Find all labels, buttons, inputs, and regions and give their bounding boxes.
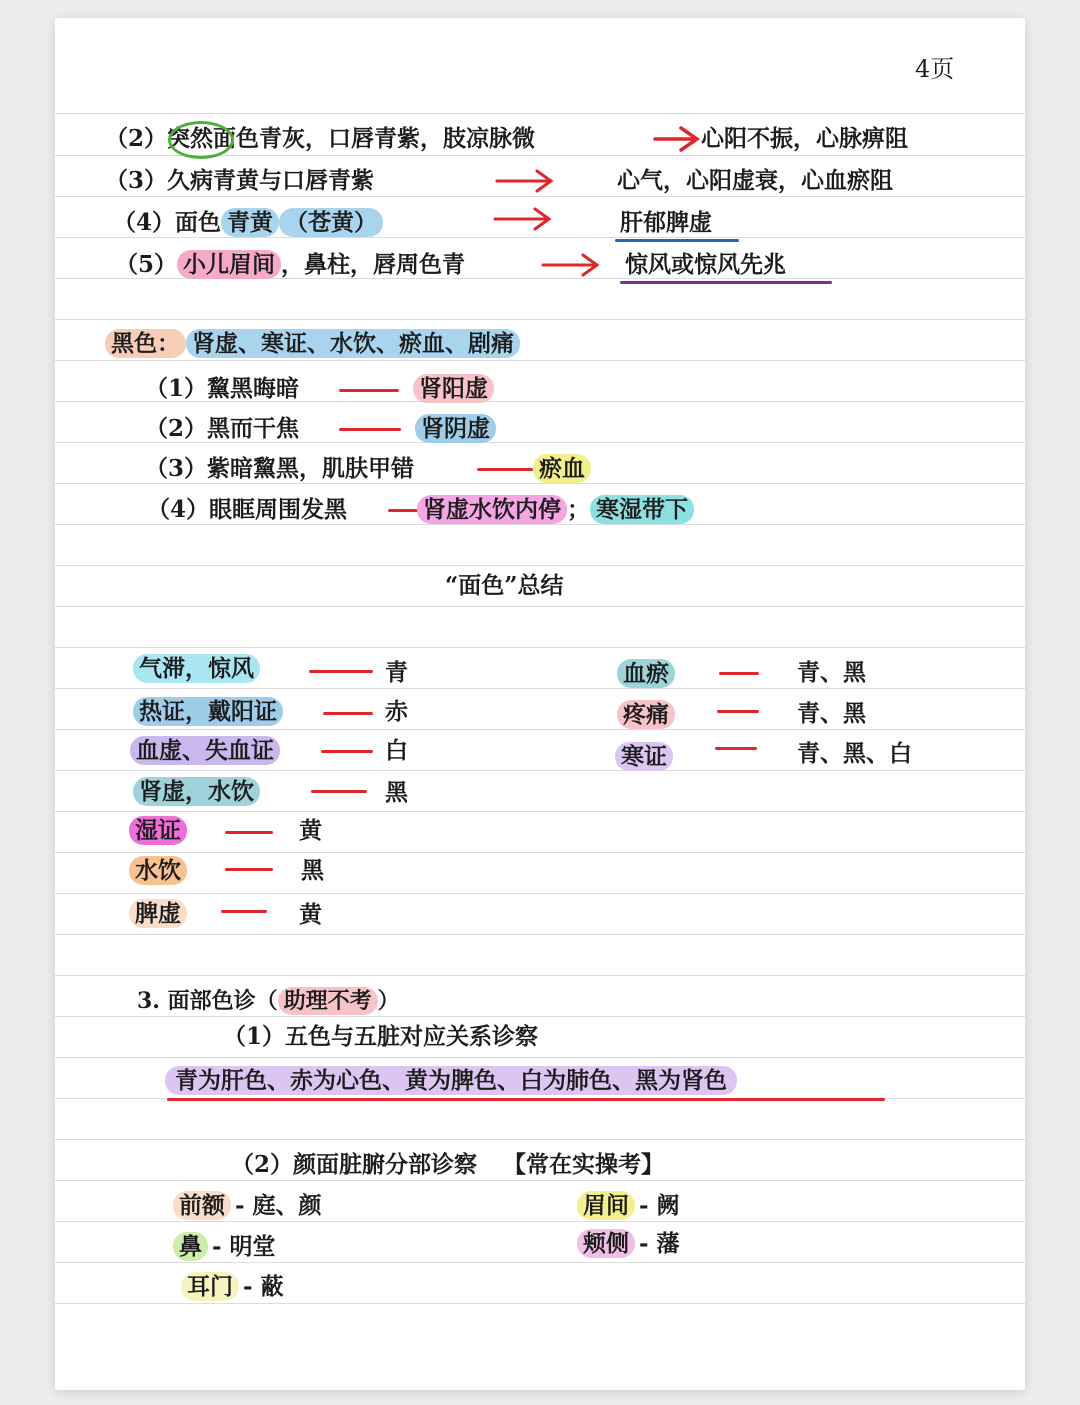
separator: ；: [567, 496, 590, 523]
hei-heading: [105, 329, 520, 359]
qing-item-4: [113, 208, 383, 238]
hei-item-2-result: [415, 414, 496, 444]
highlight-not-tested: 助理不考: [278, 987, 378, 1015]
item-text: 久病青黄与口唇青紫: [167, 167, 375, 194]
item-text: 紫暗黧黑，肌肤甲错: [207, 455, 415, 482]
part-nose: 鼻 - 明堂: [173, 1232, 276, 1262]
red-dash: [719, 672, 759, 675]
item-prefix: （4）: [113, 209, 176, 236]
summary-left-key-3: 血虚、失血证: [130, 736, 280, 766]
qing-item-5: [115, 250, 465, 280]
qing-item-4-result: 肝郁脾虚: [620, 209, 712, 236]
qing-item-5-result: 惊风或惊风先兆: [625, 251, 786, 278]
summary-left-key-5: 湿证: [129, 816, 187, 846]
item-text: 黧黑晦暗: [207, 375, 300, 402]
item-prefix: （3）: [105, 167, 168, 194]
green-circle-mark: [168, 121, 234, 159]
hei-item-4: [147, 495, 347, 525]
arrow-right-icon: [493, 204, 553, 234]
red-dash: [339, 389, 399, 392]
item-prefix: （2）: [145, 415, 208, 442]
summary-right-val-1: 青、黑: [797, 659, 866, 686]
highlight-result: 肾虚水饮内停: [417, 495, 567, 524]
summary-right-val-2: 青、黑: [797, 700, 866, 727]
red-dash: [388, 509, 418, 512]
red-dash: [225, 831, 273, 834]
red-dash: [309, 670, 373, 673]
summary-left-key-1: 气滞，惊风: [133, 654, 260, 684]
arrow-right-icon: [541, 250, 601, 280]
underline-red: [167, 1098, 885, 1101]
part-ear: 耳门 - 蔽: [181, 1272, 284, 1302]
summary-title: “面色”总结: [445, 572, 564, 599]
part-forehead: 前额 - 庭、颜: [173, 1191, 322, 1221]
highlight-child-brow: 小儿眉间: [177, 250, 281, 279]
red-dash: [221, 910, 267, 913]
arrow-right-icon: [653, 124, 701, 154]
notebook-page: [55, 18, 1025, 1390]
hei-item-2: [145, 414, 299, 444]
summary-left-val-5: 黄: [299, 817, 322, 844]
section3-sub2: （2）颜面脏腑分部诊察 【常在实操考】: [231, 1151, 665, 1178]
summary-left-val-7: 黄: [299, 901, 322, 928]
item-prefix: （3）: [145, 455, 208, 482]
item-prefix: （5）: [115, 251, 178, 278]
highlight-result: 瘀血: [533, 454, 591, 483]
emphasis-sudden: 突然: [167, 125, 214, 152]
item-text: 面色: [175, 209, 222, 236]
item-prefix: （4）: [147, 496, 210, 523]
hei-summary: 肾虚、寒证、水饮、瘀血、剧痛: [186, 329, 520, 358]
hei-item-3-result: [533, 454, 591, 484]
qing-item-3: [105, 166, 374, 196]
item-prefix: （2）: [105, 125, 168, 152]
summary-right-key-1: 血瘀: [617, 659, 675, 689]
hei-label: 黑色：: [105, 329, 186, 358]
highlight-qinghuang: 青黄: [221, 208, 279, 237]
summary-left-val-4: 黑: [385, 779, 408, 806]
red-dash: [339, 428, 401, 431]
red-dash: [717, 710, 759, 713]
hei-item-3: [145, 454, 414, 484]
item-text: 面色青灰，口唇青紫，肢凉脉微: [213, 125, 536, 152]
red-dash: [311, 790, 367, 793]
underline-purple: [620, 281, 832, 284]
summary-left-key-4: 肾虚，水饮: [133, 777, 260, 807]
red-dash: [715, 747, 757, 750]
qing-item-2-result: 心阳不振，心脉痹阻: [701, 125, 908, 152]
red-dash: [477, 468, 533, 471]
qing-item-3-result: 心气，心阳虚衰，心血瘀阻: [617, 167, 893, 194]
summary-left-val-1: 青: [385, 659, 408, 686]
highlight-result: 肾阳虚: [413, 374, 494, 403]
section3-sub1: （1）五色与五脏对应关系诊察: [223, 1023, 539, 1050]
summary-left-key-7: 脾虚: [129, 899, 187, 929]
item-prefix: （1）: [145, 375, 208, 402]
highlight-result: 寒湿带下: [590, 495, 694, 524]
summary-left-key-6: 水饮: [129, 856, 187, 886]
red-dash: [323, 712, 373, 715]
summary-left-val-6: 黑: [301, 857, 324, 884]
summary-right-key-3: 寒证: [615, 742, 673, 772]
summary-right-val-3: 青、黑、白: [797, 740, 912, 767]
section3-title: 3. 面部色诊（ 助理不考 ）: [137, 988, 400, 1014]
item-text: ，鼻柱，唇周色青: [281, 251, 466, 278]
practice-note: 【常在实操考】: [503, 1151, 665, 1178]
summary-right-key-2: 疼痛: [617, 700, 675, 730]
hei-item-1: [145, 374, 299, 404]
arrow-right-icon: [495, 166, 555, 196]
item-text: 眼眶周围发黑: [209, 496, 348, 523]
highlight-result: 肾阴虚: [415, 414, 496, 443]
red-dash: [321, 750, 373, 753]
section3-mapping: 青为肝色、赤为心色、黄为脾色、白为肺色、黑为肾色: [165, 1066, 737, 1096]
highlight-canghuang: （苍黄）: [279, 208, 383, 237]
hei-item-1-result: [413, 374, 494, 404]
page-number: 4页: [915, 55, 955, 83]
part-cheek: 颊侧 - 藩: [577, 1229, 680, 1259]
part-brow: 眉间 - 阙: [577, 1191, 680, 1221]
underline-blue: [615, 239, 739, 242]
item-text: 黑而干焦: [207, 415, 300, 442]
summary-left-key-2: 热证，戴阳证: [133, 697, 283, 727]
hei-item-4-result: [417, 495, 694, 525]
summary-left-val-2: 赤: [385, 698, 408, 725]
summary-left-val-3: 白: [385, 737, 408, 764]
red-dash: [225, 868, 273, 871]
